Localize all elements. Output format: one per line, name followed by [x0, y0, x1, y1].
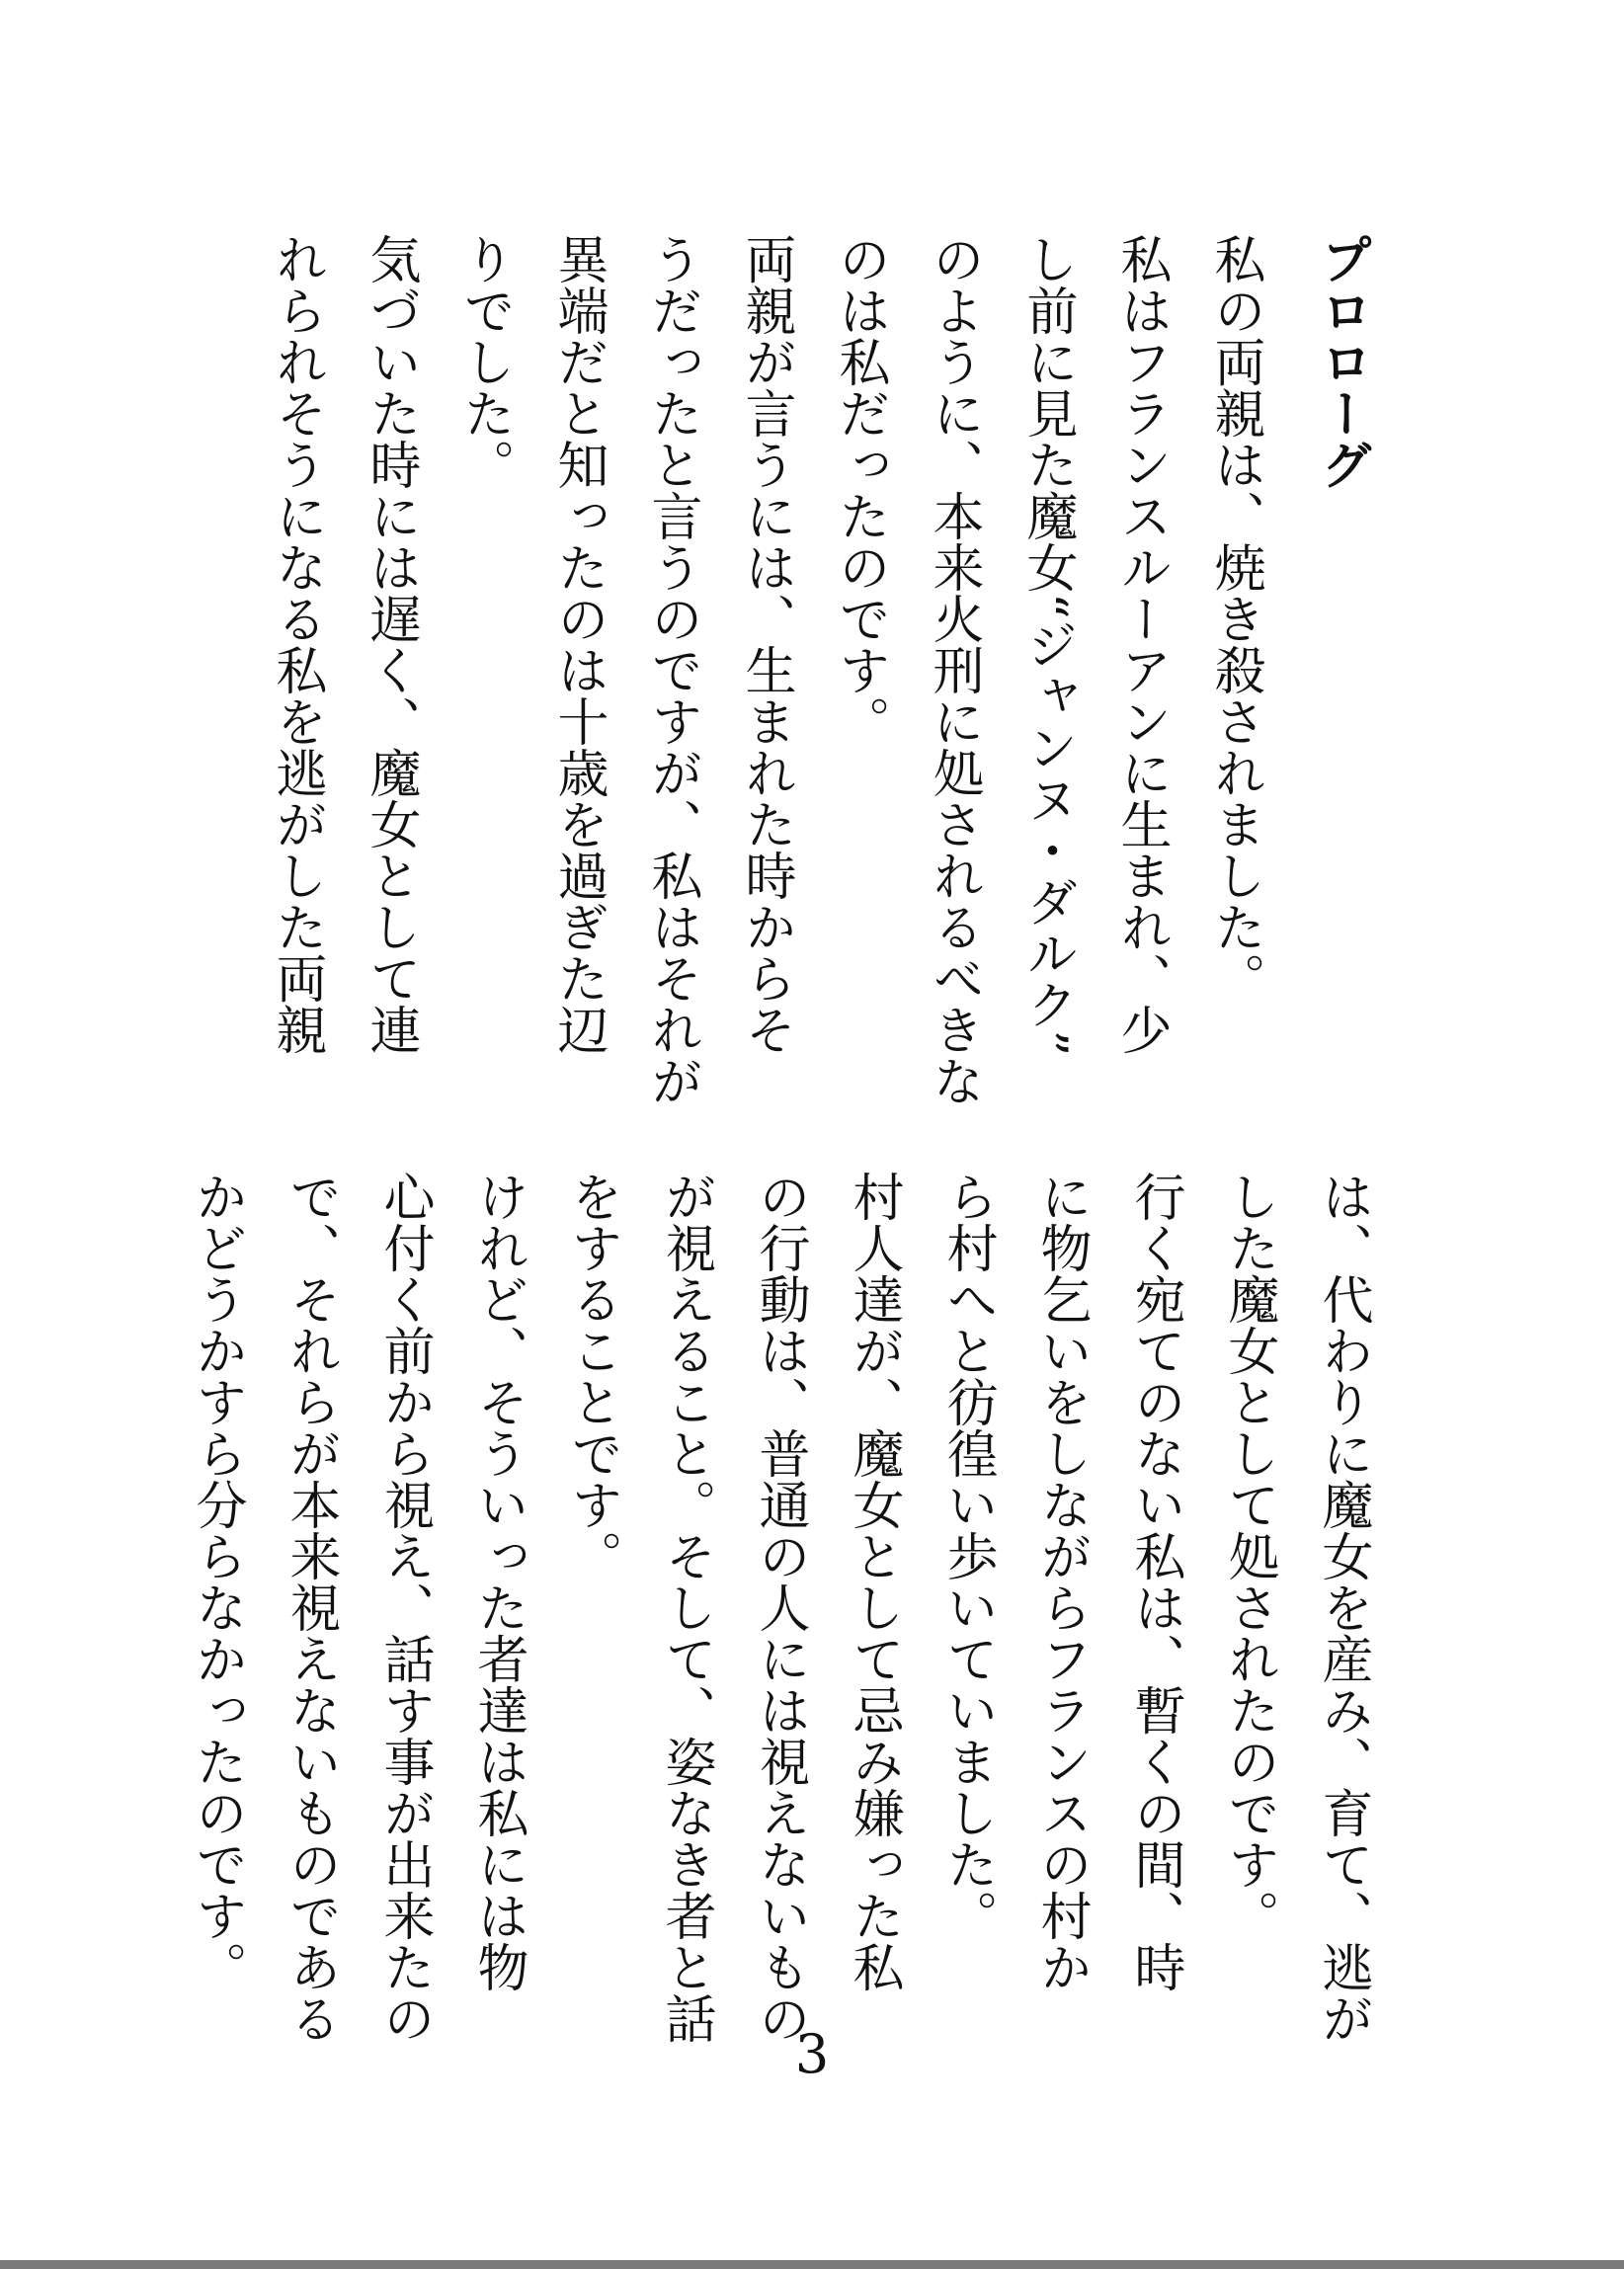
text-line: 気づいた時には遅く、魔女として連: [361, 233, 420, 1055]
text-line: 心付く前から視え、話す事が出来たの: [374, 1171, 434, 2044]
text-line: 異端だと知ったのは十歳を過ぎた辺: [548, 233, 608, 1055]
text-line: は、代わりに魔女を産み、育て、逃が: [1313, 1171, 1372, 2044]
bottom-divider: [0, 2260, 1624, 2269]
text-line: ら村へと彷徨い歩いていました。: [937, 1171, 997, 1941]
text-line: 村人達が、魔女として忌み嫌った私: [844, 1171, 903, 1992]
text-line: の行動は、普通の人には視えないもの: [750, 1171, 809, 2044]
text-line: けれど、そういった者達は私には物: [468, 1171, 528, 1992]
text-line: に物乞いをしながらフランスの村か: [1031, 1171, 1091, 1992]
text-line: をすることです。: [562, 1171, 621, 1581]
upper-text-block: [249, 233, 1389, 1106]
chapter-title: プロローグ: [1312, 233, 1372, 490]
page-number: 3: [794, 2023, 830, 2085]
text-line: りでした。: [454, 233, 514, 490]
text-line: れられそうになる私を逃がした両親: [267, 233, 326, 1055]
text-line: のように、本来火刑に処されるべきな: [924, 233, 983, 1106]
text-line: で、それらが本来視えないものである: [281, 1171, 340, 2044]
text-line: 私はフランスルーアンに生まれ、少: [1111, 233, 1171, 1055]
text-line: が視えること。そして、姿なき者と話: [656, 1171, 715, 2044]
lower-text-block: [169, 1171, 1389, 2044]
text-line: のは私だったのです。: [830, 233, 889, 747]
text-line: した魔女として処されたのです。: [1219, 1171, 1278, 1941]
text-line: うだったと言うのですが、私はそれが: [642, 233, 701, 1106]
text-line: し前に見た魔女“ジャンヌ・ダルク”: [1017, 233, 1077, 1057]
text-line: かどうかすら分らなかったのです。: [187, 1171, 246, 1992]
text-line: 私の両親は、焼き殺されました。: [1205, 233, 1264, 1004]
text-line: 行く宛てのない私は、暫くの間、時: [1125, 1171, 1184, 1992]
text-line: 両親が言うには、生まれた時からそ: [736, 233, 795, 1055]
